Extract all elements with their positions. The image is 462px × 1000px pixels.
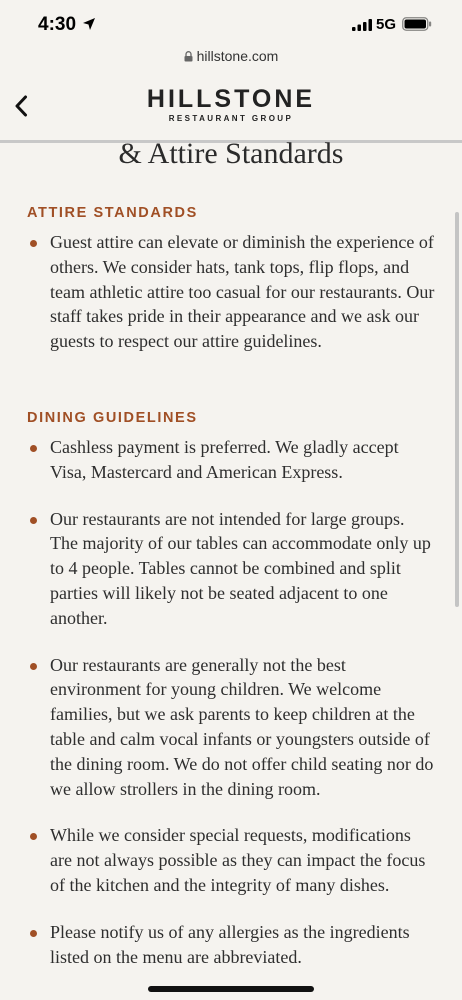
- location-arrow-icon: [82, 17, 96, 31]
- list-item: Cashless payment is preferred. We gladly accept Visa, Mastercard and American Express.: [0, 435, 462, 485]
- bullet-icon: [30, 930, 37, 937]
- list-item: Please notify us of any allergies as the ingredients listed on the menu are abbreviated.: [0, 920, 462, 970]
- cellular-signal-icon: [352, 19, 372, 31]
- logo[interactable]: [0, 86, 462, 124]
- page-content: [0, 142, 462, 1000]
- bullet-icon: [30, 445, 37, 452]
- list-item: Guest attire can elevate or diminish the experience of others. We consider hats, tank tops, flip flops, and team athletic attire too casual for our restaurants. Our staff takes pride in their appearance and we ask our guests to respect our attire guidelines.: [0, 230, 462, 354]
- bullet-icon: [30, 833, 37, 840]
- bullet-icon: [30, 517, 37, 524]
- battery-icon: [402, 17, 432, 31]
- lock-icon: [184, 51, 193, 62]
- address-bar[interactable]: [0, 44, 462, 68]
- list-item: While we consider special requests, modifications are not always possible as they can impact the focus of the kitchen and the integrity of many dishes.: [0, 823, 462, 897]
- network-type: 5G: [376, 16, 397, 33]
- attire-list: [0, 230, 462, 376]
- list-item: Our restaurants are generally not the best environment for young children. We welcome families, but we ask parents to keep children at the table and calm vocal infants or youngsters outside of the dining room. We do not offer child seating nor do we allow strollers in the dining room.: [0, 653, 462, 802]
- logo-main-text: HILLSTONE: [146, 85, 316, 113]
- bullet-icon: [30, 663, 37, 670]
- section-title-dining: DINING GUIDELINES: [27, 410, 198, 426]
- dining-list: [0, 435, 462, 991]
- section-title-attire: ATTIRE STANDARDS: [27, 205, 198, 221]
- bullet-icon: [30, 240, 37, 247]
- page-title: & Attire Standards: [118, 142, 344, 170]
- status-bar: [0, 0, 462, 44]
- home-indicator[interactable]: [148, 986, 314, 992]
- url-text: hillstone.com: [196, 48, 279, 64]
- site-header: [0, 68, 462, 143]
- list-item: Our restaurants are not intended for large groups. The majority of our tables can accommodate only up to 4 people. Tables cannot be combined and split parties will likely not be seated adjacent to one another.: [0, 507, 462, 631]
- logo-sub-text: RESTAURANT GROUP: [168, 114, 294, 123]
- status-time: 4:30: [38, 14, 77, 35]
